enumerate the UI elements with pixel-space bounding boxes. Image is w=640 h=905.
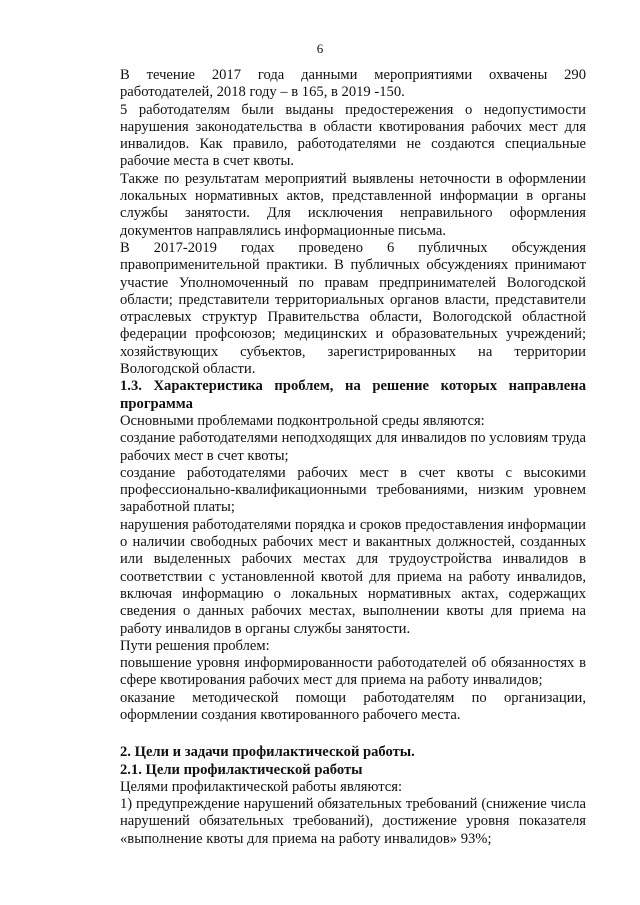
heading-problems: 1.3. Характеристика проблем, на решение которых направлена программа xyxy=(120,378,586,412)
solution-item: повышение уровня информированности работодателей об обязанностях в сфере квотирования рабочих мест для приема на работу инвалидов; xyxy=(120,655,586,689)
page-content xyxy=(120,67,586,848)
goal-item: 1) предупреждение нарушений обязательных требований (снижение числа нарушений обязательных требований), достижение уровня показателя «выполнение квоты для приема на работу инвалидов» 93%; xyxy=(120,796,586,847)
paragraph-warnings: 5 работодателям были выданы предостережения о недопустимости нарушения законодательства в области квотирования рабочих мест для инвалидов. Как правило, работодателями не создаются специальные рабочие места в счет квоты. xyxy=(120,101,586,170)
solutions-intro: Пути решения проблем: xyxy=(120,637,270,654)
problem-item: нарушения работодателями порядка и сроков предоставления информации о наличии свободных рабочих мест и вакантных должностей, созданных или выделенных рабочих местах для трудоустройства инвалидов в соответствии с установленной квотой для приема на работу инвалидов, включая информацию о локальных нормативных актах, содержащих сведения о данных рабочих местах, выполнении квоты для приема на работу инвалидов в органы службы занятости. xyxy=(120,516,586,637)
paragraph-inaccuracies: Также по результатам мероприятий выявлены неточности в оформлении локальных нормативных актов, представленной информации в органы службы занятости. Для исключения неправильного оформления документов направлялись информационные письма. xyxy=(120,170,586,239)
problem-item: создание работодателями рабочих мест в счет квоты с высокими профессионально-квалификационными требованиями, низким уровнем заработной платы; xyxy=(120,464,586,516)
heading-goals: 2.1. Цели профилактической работы xyxy=(120,761,363,778)
heading-goals-tasks: 2. Цели и задачи профилактической работы. xyxy=(120,744,415,761)
problem-item: создание работодателями неподходящих для инвалидов по условиям труда рабочих мест в счет квоты; xyxy=(120,430,586,464)
goals-intro: Целями профилактической работы являются: xyxy=(120,778,403,795)
page-number: 6 xyxy=(316,41,324,56)
problems-intro: Основными проблемами подконтрольной среды являются: xyxy=(120,412,485,429)
paragraph-public-discussions: В 2017-2019 годах проведено 6 публичных обсуждения правоприменительной практики. В публичных обсуждениях принимают участие Уполномоченный по правам предпринимателей Вологодской области; представители территориальных органов власти, представители отраслевых структур Правительства области, Вологодской областной федерации профсоюзов; медицинских и образовательных учреждений; хозяйствующих субъектов, зарегистрированных на территории Вологодской области. xyxy=(120,239,586,378)
paragraph-coverage: В течение 2017 года данными мероприятиями охвачены 290 работодателей, 2018 году – в 165, в 2019 -150. xyxy=(120,67,586,101)
solution-item: оказание методической помощи работодателям по организации, оформлении создания квотированного рабочего места. xyxy=(120,689,586,723)
